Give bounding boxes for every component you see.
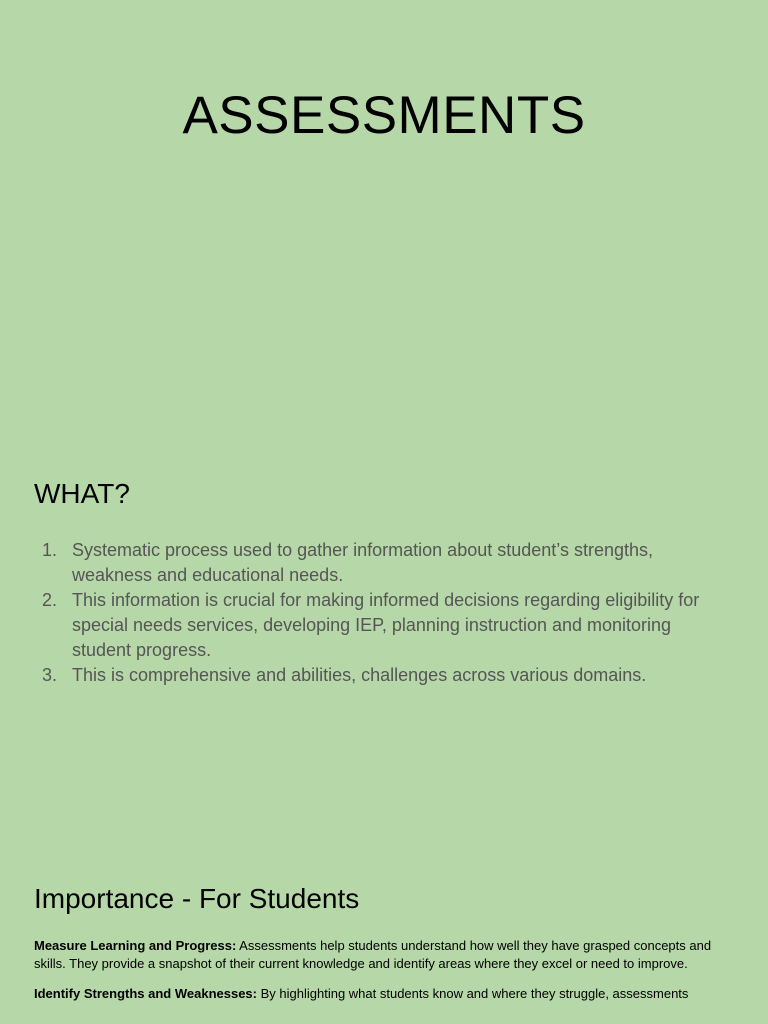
importance-paragraph: [34, 985, 734, 1003]
list-item-text: This is comprehensive and abilities, challenges across various domains.: [72, 665, 647, 685]
title-slide: [0, 0, 768, 430]
list-item-number: 2.: [42, 590, 58, 610]
page-title: ASSESSMENTS: [182, 86, 586, 145]
what-heading: WHAT?: [34, 478, 130, 509]
importance-paragraph-label: Measure Learning and Progress:: [34, 938, 237, 953]
importance-paragraph: [34, 937, 734, 973]
list-item-number: 1.: [42, 540, 58, 560]
list-item-number: 3.: [42, 665, 58, 685]
what-slide: [0, 460, 768, 820]
importance-heading: Importance - For Students: [34, 883, 360, 914]
list-item-text: This information is crucial for making informed decisions regarding eligibility for special needs services, developing IEP, planning instruction and monitoring student progress.: [72, 590, 700, 660]
importance-paragraph-text: Assessments help students understand how well they have grasped concepts and skills. They provide a snapshot of their current knowledge and identify areas where they excel or need to improve.: [34, 938, 712, 971]
importance-body: [34, 937, 734, 1015]
list-item: [34, 588, 734, 663]
list-item: [34, 663, 734, 688]
list-item-text: Systematic process used to gather information about student’s strengths, weakness and educational needs.: [72, 540, 653, 585]
importance-paragraph-label: Identify Strengths and Weaknesses:: [34, 986, 257, 1001]
list-item: [34, 538, 734, 588]
importance-paragraph-text: By highlighting what students know and where they struggle, assessments: [257, 986, 689, 1001]
what-list: [34, 538, 734, 688]
importance-slide: [0, 865, 768, 1024]
